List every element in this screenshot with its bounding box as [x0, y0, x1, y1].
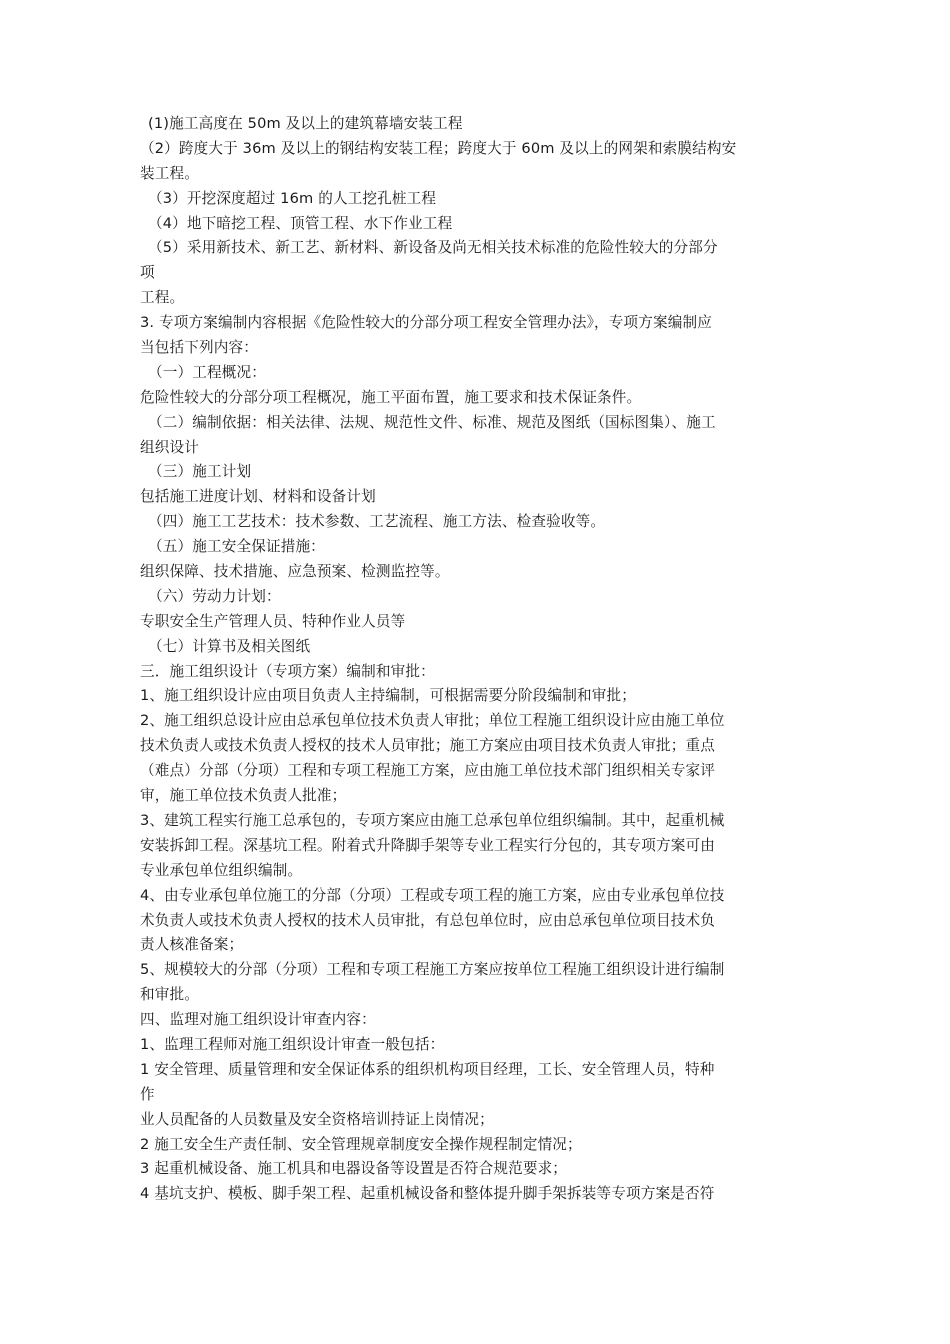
text-line: 5、规模较大的分部（分项）工程和专项工程施工方案应按单位工程施工组织设计进行编制: [140, 961, 725, 979]
text-line: 组织保障、技术措施、应急预案、检测监控等。: [140, 563, 450, 581]
text-line: 装工程。: [140, 164, 199, 182]
text-line: 4 基坑支护、模板、脚手架工程、起重机械设备和整体提升脚手架拆装等专项方案是否符: [140, 1185, 715, 1203]
text-line: （二）编制依据：相关法律、法规、规范性文件、标准、规范及图纸（国标图集）、施工: [148, 413, 716, 431]
text-line: 术负责人或技术负责人授权的技术人员审批，有总包单位时，应由总承包单位项目技术负: [140, 911, 716, 929]
text-line: 专职安全生产管理人员、特种作业人员等: [140, 612, 406, 630]
text-line: 1、施工组织设计应由项目负责人主持编制，可根据需要分阶段编制和审批；: [140, 687, 636, 705]
text-line: （七）计算书及相关图纸: [148, 637, 311, 655]
text-line: 3、建筑工程实行施工总承包的，专项方案应由施工总承包单位组织编制。其中，起重机械: [140, 811, 725, 829]
text-line: （三）施工计划: [148, 463, 252, 481]
text-line: 审，施工单位技术负责人批准；: [140, 787, 347, 805]
text-line: 3 起重机械设备、施工机具和电器设备等设置是否符合规范要求；: [140, 1160, 568, 1178]
text-line: （四）施工工艺技术：技术参数、工艺流程、施工方法、检查验收等。: [148, 513, 606, 531]
text-line: 责人核准备案；: [140, 936, 244, 954]
text-line: 三．施工组织设计（专项方案）编制和审批：: [140, 662, 435, 680]
text-line: （5）采用新技术、新工艺、新材料、新设备及尚无相关技术标准的危险性较大的分部分: [148, 239, 718, 257]
text-line: 组织设计: [140, 438, 199, 456]
text-line: (1)施工高度在 50m 及以上的建筑幕墙安装工程: [148, 115, 463, 132]
text-line: 4、由专业承包单位施工的分部（分项）工程或专项工程的施工方案，应由专业承包单位技: [140, 886, 725, 904]
text-line: （一）工程概况：: [148, 363, 266, 381]
text-line: （4）地下暗挖工程、顶管工程、水下作业工程: [148, 214, 453, 232]
text-line: 作: [140, 1085, 155, 1103]
document-body: [140, 112, 820, 1207]
text-line: 业人员配备的人员数量及安全资格培训持证上岗情况；: [140, 1110, 494, 1128]
text-line: 3. 专项方案编制内容根据《危险性较大的分部分项工程安全管理办法》，专项方案编制应: [140, 314, 712, 332]
text-line: （五）施工安全保证措施：: [148, 538, 325, 556]
text-line: （六）劳动力计划：: [148, 587, 281, 605]
text-line: （2）跨度大于 36m 及以上的钢结构安装工程；跨度大于 60m 及以上的网架和索膜结构安: [140, 139, 737, 157]
text-line: 1 安全管理、质量管理和安全保证体系的组织机构项目经理，工长、安全管理人员，特种: [140, 1060, 715, 1078]
text-line: 四、监理对施工组织设计审查内容：: [140, 1011, 376, 1029]
text-line: 危险性较大的分部分项工程概况，施工平面布置，施工要求和技术保证条件。: [140, 388, 642, 406]
text-line: 包括施工进度计划、材料和设备计划: [140, 488, 376, 506]
text-line: 安装拆卸工程。深基坑工程。附着式升降脚手架等专业工程实行分包的，其专项方案可由: [140, 836, 716, 854]
text-line: 当包括下列内容：: [140, 339, 258, 357]
text-line: 工程。: [140, 289, 185, 307]
text-line: （难点）分部（分项）工程和专项工程施工方案，应由施工单位技术部门组织相关专家评: [140, 762, 716, 780]
text-line: 技术负责人或技术负责人授权的技术人员审批；施工方案应由项目技术负责人审批；重点: [140, 737, 716, 755]
text-line: 2 施工安全生产责任制、安全管理规章制度安全操作规程制定情况；: [140, 1135, 582, 1153]
text-line: 和审批。: [140, 986, 199, 1004]
text-line: 1、监理工程师对施工组织设计审查一般包括：: [140, 1035, 445, 1053]
text-line: （3）开挖深度超过 16m 的人工挖孔桩工程: [148, 189, 437, 207]
text-line: 专业承包单位组织编制。: [140, 861, 303, 879]
text-line: 2、施工组织总设计应由总承包单位技术负责人审批；单位工程施工组织设计应由施工单位: [140, 712, 725, 730]
text-line: 项: [140, 264, 155, 282]
